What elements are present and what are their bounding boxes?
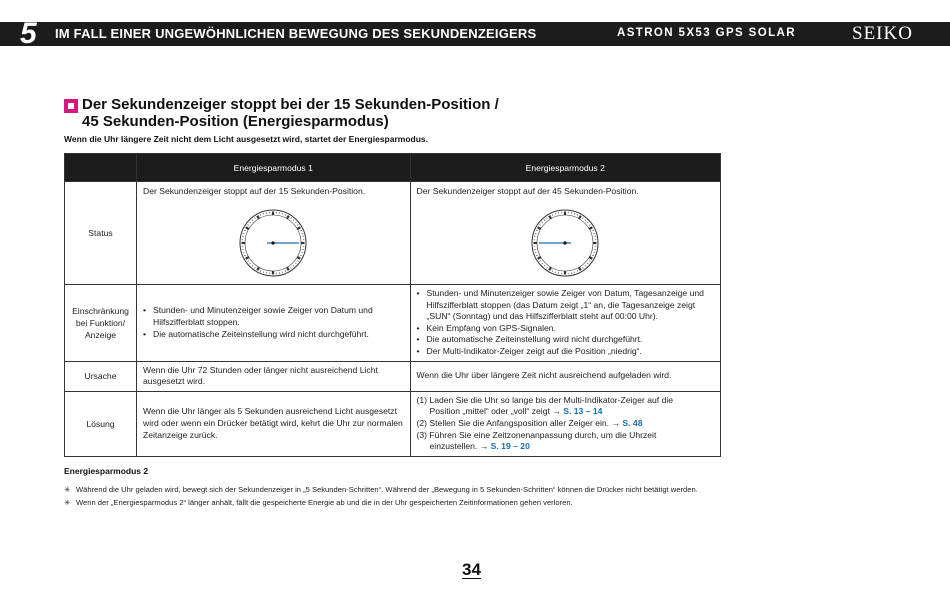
dial-tick [248,224,249,225]
dial-tick [536,255,537,256]
dial-hub [564,241,567,244]
page-number: 34 [462,560,481,579]
dial-tick [550,267,552,270]
table-row [65,182,721,285]
dial-tick [301,255,302,256]
note-text: Wenn der „Energiesparmodus 2“ länger anhält, fällt die gespeicherte Energie ab und die in der Uhr gespeicherten Zeitinformationen gehen verloren. [76,498,573,507]
note-text: Während die Uhr geladen wird, bewegt sich der Sekundenzeiger in „5 Sekunden-Schritten“. Während der „Bewegung in 5 Sekunden-Schritten“ können die Drücker nicht betätigt werden. [76,485,698,494]
dial-tick [255,217,256,218]
list-item [417,430,714,453]
restriction-mode1-cell [136,285,410,362]
dial-tick [577,270,578,271]
dial-tick [536,230,537,231]
dial-tick [590,224,591,225]
table-header-row [65,154,721,182]
dial-tick [579,216,581,219]
dial-tick [250,222,251,223]
row-label-status: Status [65,182,137,285]
section-marker-icon [64,99,78,113]
dial-tick [588,263,589,264]
dial-tick [297,257,300,259]
col-header-mode1: Energiesparmodus 1 [136,154,410,182]
notes-title: Energiesparmodus 2 [64,466,149,476]
dial-tick [540,260,541,261]
dial-tick [544,219,545,220]
status-mode1-cell [136,182,410,285]
dial-tick [585,265,586,266]
page-reference-link[interactable]: S. 13 – 14 [563,406,603,417]
dial-tick [547,217,548,218]
section-title [82,96,499,130]
dial-tick [547,267,548,268]
dial-tick [538,257,541,259]
brand-logo: SEIKO [852,23,913,44]
solution-mode1-cell: Wenn die Uhr länger als 5 Sekunden ausreichend Licht ausgesetzt wird oder wenn ein Drücker betätigt wird, kehrt die Uhr zur normalen Zeitanzeige zurück. [136,391,410,456]
dial-tick [585,219,586,220]
model-name: ASTRON 5X53 GPS SOLAR [617,27,796,39]
watch-dial-icon [528,206,602,280]
dial-tick [577,214,578,215]
dial-tick [287,267,289,270]
dial-tick [287,216,289,219]
dial-tick [301,230,302,231]
dial-tick [550,216,552,219]
dial-tick [589,257,592,259]
list-item: • Der Multi-Indikator-Zeiger zeigt auf die Position „niedrig“. [417,346,714,358]
dial-tick [255,267,256,268]
asterisk-icon: ✳ [64,485,71,494]
row-label-restriction-line3: Anzeige [84,329,117,340]
chapter-title: IM FALL EINER UNGEWÖHNLICHEN BEWEGUNG DES SEKUNDENZEIGERS [55,26,537,41]
table-row [65,391,721,456]
row-label-cause: Ursache [65,361,137,391]
status-mode2-text: Der Sekundenzeiger stoppt auf der 45 Sekunden-Position. [416,186,639,197]
list-item [417,395,714,418]
dial-tick [583,267,584,268]
list-item: • Stunden- und Minutenzeiger sowie Zeiger von Datum, Tagesanzeige und Hilfszifferblatt stoppen (das Datum zeigt „1“ an, die Tagesanzeige zeigt „SUN“ (Sonntag) und das Hilfszifferblatt steht auf 00:00 Uhr). [417,288,714,323]
cause-mode2-cell: Wenn die Uhr über längere Zeit nicht ausreichend aufgeladen wird. [410,361,720,391]
solution-mode2-cell [410,391,720,456]
dial-tick [285,214,286,215]
dial-tick [583,217,584,218]
dial-tick [579,267,581,270]
list-item: • Die automatische Zeiteinstellung wird nicht durchgeführt. [417,334,714,346]
energy-mode-table [64,153,721,457]
list-item [417,418,714,430]
step-text: Laden Sie die Uhr so lange bis der Multi-Indikator-Zeiger auf die [429,394,674,405]
dial-tick [293,219,294,220]
dial-tick [260,214,261,215]
dial-tick [297,227,300,229]
section-title-line2: 45 Sekunden-Position (Energiesparmodus) [82,113,389,130]
step-text: Führen Sie eine Zeitzonenanpassung durch, um die Uhrzeit [429,429,657,440]
row-label-solution: Lösung [65,391,137,456]
page-reference-link[interactable]: S. 19 – 20 [490,441,530,452]
dial-tick [293,265,294,266]
dial-tick [291,217,292,218]
dial-tick [552,270,553,271]
asterisk-icon: ✳ [64,498,71,507]
dial-tick [296,263,297,264]
row-label-restriction-line2: bei Funktion/ [75,317,126,328]
dial-tick [589,227,592,229]
dial-tick [540,224,541,225]
status-mode1-text: Der Sekundenzeiger stoppt auf der 15 Sekunden-Position. [142,186,366,197]
page-reference-link[interactable]: S. 48 [622,417,643,428]
dial-tick [291,267,292,268]
chapter-number: 5 [20,17,37,50]
dial-tick [590,260,591,261]
dial-tick [588,222,589,223]
dial-tick [260,270,261,271]
note-item [64,496,698,509]
dial-tick [538,227,541,229]
note-item [64,483,698,496]
step-text: Stellen Sie die Anfangsposition aller Zeiger ein. → [429,417,623,428]
step-number: (3) [416,429,428,440]
dial-tick [246,227,249,229]
dial-tick [252,265,253,266]
step-text-cont: Position „mittel“ oder „voll“ zeigt → [429,406,564,417]
section-intro: Wenn die Uhr längere Zeit nicht dem Licht ausgesetzt wird, startet der Energiesparmodus. [64,134,429,144]
dial-tick [298,260,299,261]
row-label-restriction [65,285,137,362]
dial-tick [285,270,286,271]
section-title-line1: Der Sekundenzeiger stoppt bei der 15 Sekunden-Position / [82,96,499,113]
dial-tick [258,216,260,219]
dial-tick [542,222,543,223]
dial-tick [593,255,594,256]
dial-tick [552,214,553,215]
col-header-mode2: Energiesparmodus 2 [410,154,720,182]
dial-tick [542,263,543,264]
dial-tick [244,255,245,256]
step-text-cont: einzustellen. → [429,441,491,452]
table-row [65,361,721,391]
dial-tick [593,230,594,231]
dial-tick [298,224,299,225]
table-header-empty [65,154,137,182]
status-mode2-cell [410,182,720,285]
dial-tick [252,219,253,220]
step-number: (2) [416,417,428,428]
dial-hub [272,241,275,244]
table-row [65,285,721,362]
cause-mode1-cell: Wenn die Uhr 72 Stunden oder länger nicht ausreichend Licht ausgesetzt wird. [136,361,410,391]
dial-tick [296,222,297,223]
step-number: (1) [416,394,428,405]
notes-list [64,483,698,509]
dial-tick [258,267,260,270]
dial-tick [246,257,249,259]
list-item: • Die automatische Zeiteinstellung wird nicht durchgeführt. [143,329,404,341]
dial-tick [248,260,249,261]
restriction-mode2-cell [410,285,720,362]
watch-dial-icon [236,206,310,280]
dial-tick [244,230,245,231]
list-item: • Stunden- und Minutenzeiger sowie Zeiger von Datum und Hilfszifferblatt stoppen. [143,305,404,328]
list-item: • Kein Empfang von GPS-Signalen. [417,323,714,335]
dial-tick [544,265,545,266]
row-label-restriction-line1: Einschränkung [72,305,129,316]
dial-tick [250,263,251,264]
